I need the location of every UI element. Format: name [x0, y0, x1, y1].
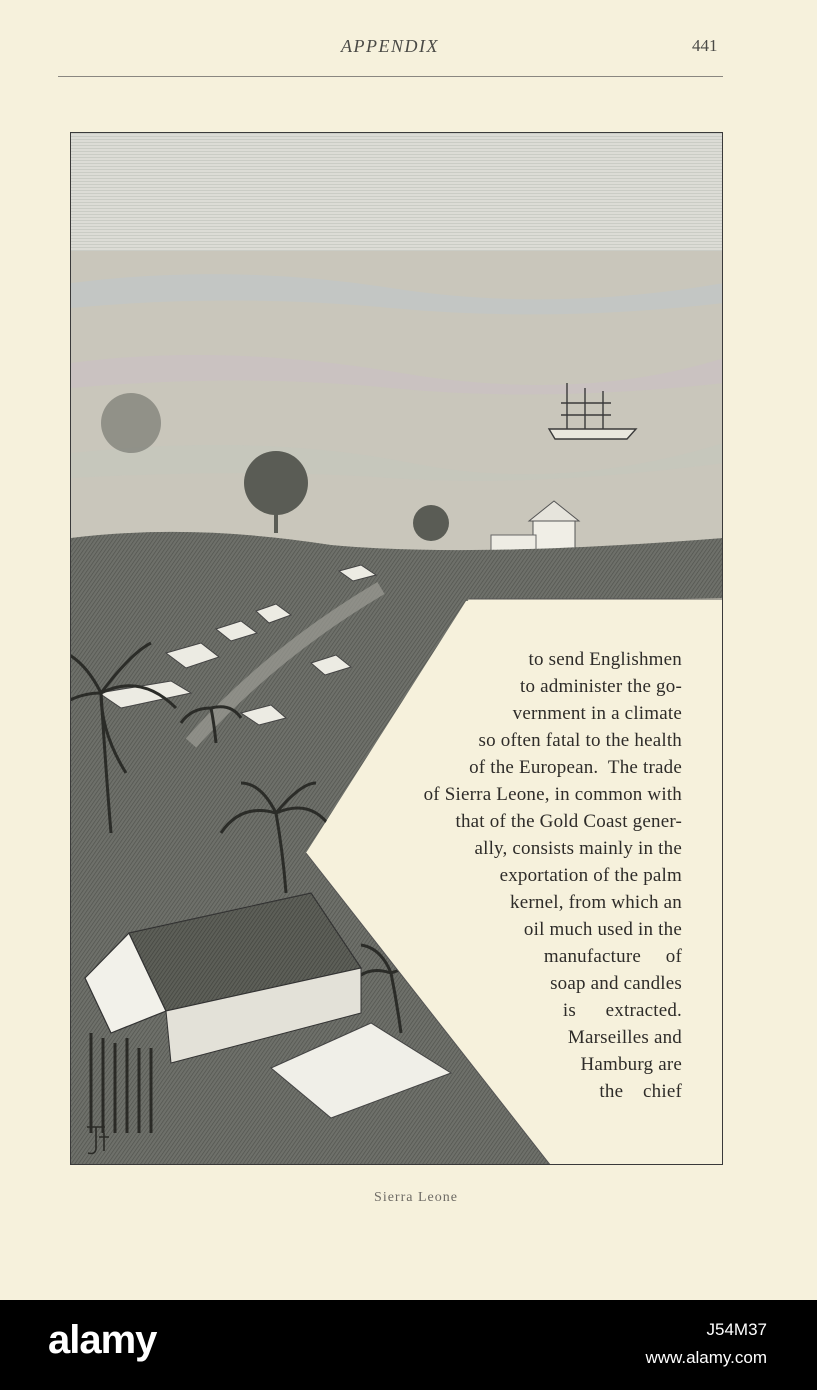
figure-caption: Sierra Leone — [374, 1190, 458, 1205]
text-line-14: is extracted. — [562, 1000, 682, 1021]
text-line-10: kernel, from which an — [510, 892, 682, 913]
body-text — [71, 133, 723, 1165]
stock-watermark-bar — [0, 1300, 817, 1390]
text-line-8: ally, consists mainly in the — [474, 838, 682, 859]
text-line-4: so often fatal to the health — [478, 730, 682, 751]
page-number: 441 — [692, 36, 718, 55]
text-line-6: of Sierra Leone, in common with — [423, 784, 682, 805]
running-head — [0, 36, 817, 58]
text-line-5: of the European. The trade — [469, 757, 682, 778]
illustration-plate — [70, 132, 723, 1165]
text-line-7: that of the Gold Coast gener- — [455, 811, 682, 832]
text-line-11: oil much used in the — [523, 919, 682, 940]
stock-url: www.alamy.com — [645, 1348, 767, 1367]
alamy-logo: alamy — [48, 1318, 157, 1362]
running-title: APPENDIX — [341, 36, 439, 56]
text-line-2: to administer the go- — [520, 676, 682, 697]
image-id: J54M37 — [706, 1320, 767, 1339]
text-line-9: exportation of the palm — [499, 865, 682, 886]
text-line-3: vernment in a climate — [512, 703, 682, 724]
text-line-15: Marseilles and — [567, 1027, 682, 1048]
text-line-12: manufacture of — [543, 946, 682, 967]
text-line-1: to send Englishmen — [528, 649, 682, 670]
header-rule — [58, 76, 723, 77]
text-line-16: Hamburg are — [580, 1054, 682, 1075]
text-line-13: soap and candles — [550, 973, 682, 994]
text-line-17: the chief — [599, 1081, 682, 1102]
